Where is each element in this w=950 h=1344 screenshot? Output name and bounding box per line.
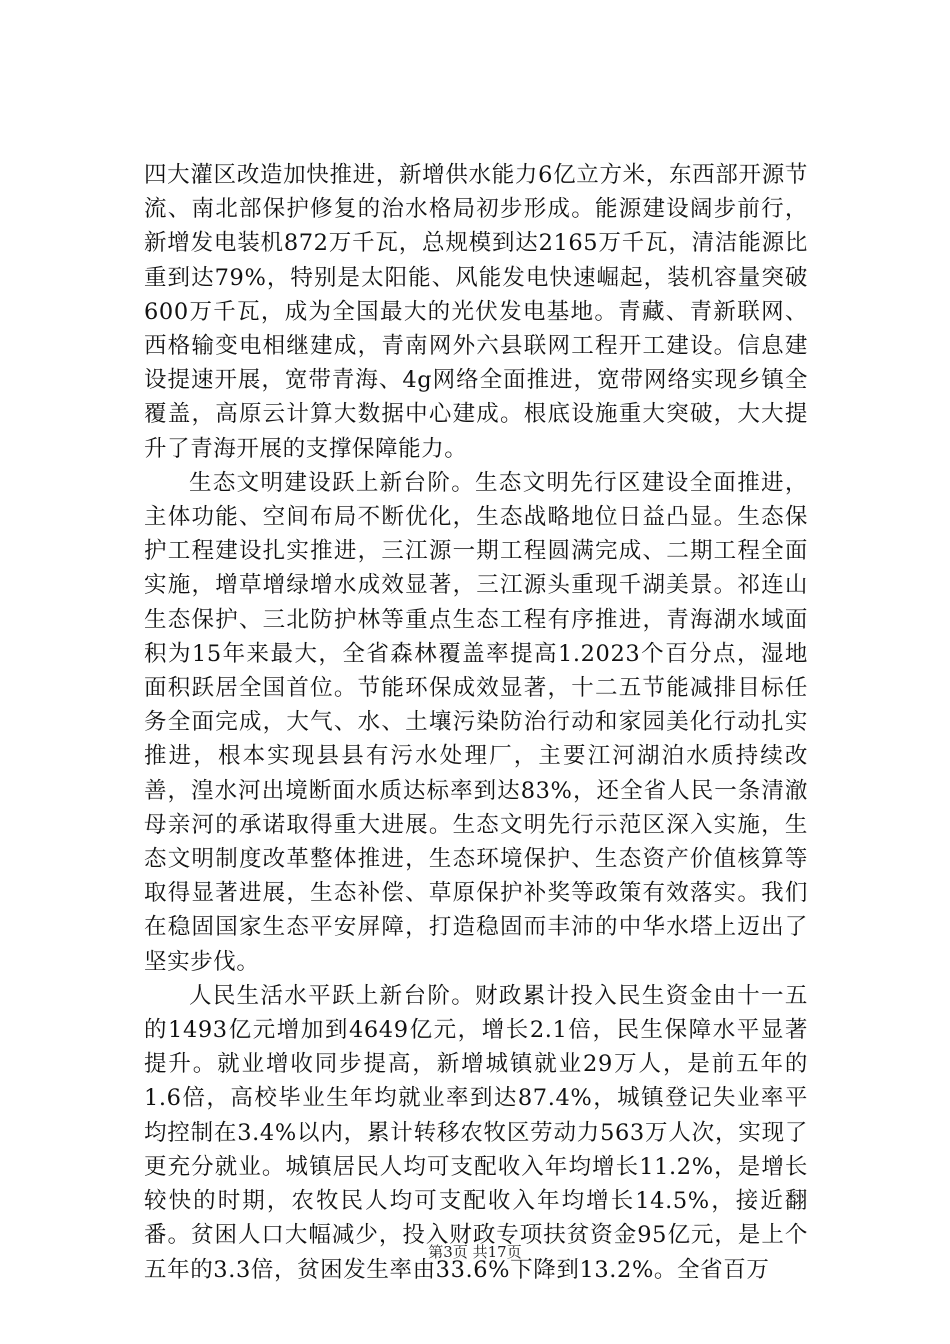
paragraph-livelihood: 人民生活水平跃上新台阶。财政累计投入民生资金由十一五的1493亿元增加到4649亿元，增长2.1倍，民生保障水平显著提升。就业增收同步提高，新增城镇就业29万人，是前五年的1.6倍，高校毕业生年均就业率到达87.4%，城镇登记失业率平均控制在3.4%以内，累计转移农牧区劳动力563万人次，实现了更充分就业。城镇居民人均可支配收入年均增长11.2%，是增长较快的时期，农牧民人均可支配收入年均增长14.5%，接近翻番。贫困人口大幅减少，投入财政专项扶贫资金95亿元，是上个五年的3.3倍，贫困发生率由33.6%下降到13.2%。全省百万 <box>144 982 808 1283</box>
paragraph-ecology: 生态文明建设跃上新台阶。生态文明先行区建设全面推进，主体功能、空间布局不断优化，生态战略地位日益凸显。生态保护工程建设扎实推进，三江源一期工程圆满完成、二期工程全面实施，增草增绿增水成效显著，三江源头重现千湖美景。祁连山生态保护、三北防护林等重点生态工程有序推进，青海湖水域面积为15年来最大，全省森林覆盖率提高1.2023个百分点，湿地面积跃居全国首位。节能环保成效显著，十二五节能减排目标任务全面完成，大气、水、土壤污染防治行动和家园美化行动扎实推进，根本实现县县有污水处理厂，主要江河湖泊水质持续改善，湟水河出境断面水质达标率到达83%，还全省人民一条清澈母亲河的承诺取得重大进展。生态文明先行示范区深入实施，生态文明制度改革整体推进，生态环境保护、生态资产价值核算等取得显著进展，生态补偿、草原保护补奖等政策有效落实。我们在稳固国家生态平安屏障，打造稳固而丰沛的中华水塔上迈出了坚实步伐。 <box>144 469 808 975</box>
body-text <box>144 158 808 1287</box>
paragraph-infrastructure: 四大灌区改造加快推进，新增供水能力6亿立方米，东西部开源节流、南北部保护修复的治水格局初步形成。能源建设阔步前行，新增发电装机872万千瓦，总规模到达2165万千瓦，清洁能源比重到达79%，特别是太阳能、风能发电快速崛起，装机容量突破600万千瓦，成为全国最大的光伏发电基地。青藏、青新联网、西格输变电相继建成，青南网外六县联网工程开工建设。信息建设提速开展，宽带青海、4g网络全面推进，宽带网络实现乡镇全覆盖，高原云计算大数据中心建成。根底设施重大突破，大大提升了青海开展的支撑保障能力。 <box>144 162 808 462</box>
page-footer: 第3页 共17页 <box>428 1243 522 1261</box>
